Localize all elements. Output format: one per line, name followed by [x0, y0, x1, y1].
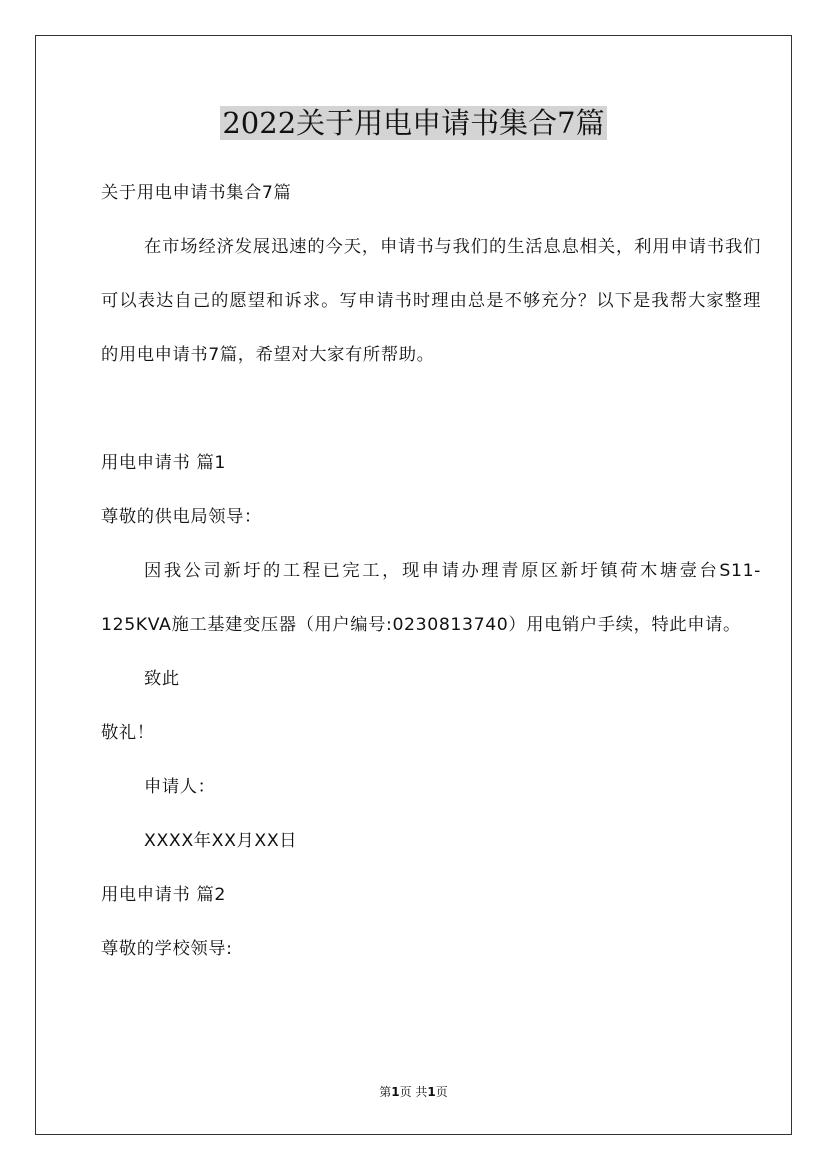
footer-total-pages: 1	[427, 1085, 436, 1099]
date-line: XXXX年XX月XX日	[144, 831, 298, 851]
footer-mid: 页 共	[399, 1085, 428, 1099]
footer-suffix: 页	[435, 1085, 448, 1099]
blank-line	[101, 382, 761, 436]
closing-line: 致此	[144, 669, 180, 689]
document-title-text: 2022关于用电申请书集合7篇	[222, 106, 605, 140]
section-heading: 用电申请书 篇2	[101, 885, 226, 905]
body-paragraph: 因我公司新圩的工程已完工，现申请办理青原区新圩镇荷木塘壹台S11-125KVA施工基建变压器（用户编号:0230813740）用电销户手续，特此申请。	[101, 561, 761, 635]
section-heading: 用电申请书 篇1	[101, 453, 226, 473]
salutation: 尊敬的供电局领导：	[101, 507, 262, 527]
salutation: 尊敬的学校领导:	[101, 939, 233, 959]
footer-current-page: 1	[391, 1085, 400, 1099]
document-subtitle: 关于用电申请书集合7篇	[101, 183, 292, 203]
applicant-label: 申请人：	[144, 777, 216, 797]
page-footer	[0, 1084, 827, 1100]
closing-salute: 敬礼！	[101, 723, 155, 743]
footer-prefix: 第	[379, 1085, 392, 1099]
document-title	[0, 100, 827, 146]
intro-paragraph: 在市场经济发展迅速的今天，申请书与我们的生活息息相关，利用申请书我们可以表达自己的愿望和诉求。写申请书时理由总是不够充分？以下是我帮大家整理的用电申请书7篇，希望对大家有所帮助。	[101, 237, 761, 365]
document-body	[101, 166, 761, 976]
